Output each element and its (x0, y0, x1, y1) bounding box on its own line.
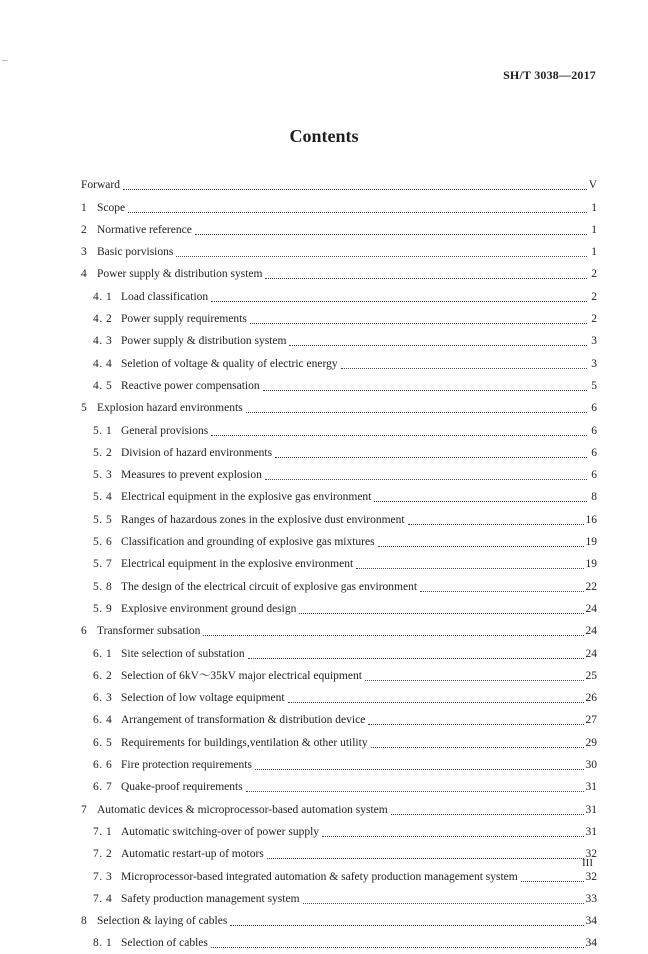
toc-entry[interactable] (81, 598, 597, 620)
toc-dot-leader (211, 300, 587, 302)
toc-dot-leader (195, 233, 587, 235)
toc-entry-page: 1 (591, 223, 597, 236)
toc-entry-number: 8. 1 (93, 937, 113, 950)
toc-entry-label: Ranges of hazardous zones in the explosive dust environment (121, 513, 405, 526)
toc-entry[interactable] (81, 464, 597, 486)
toc-entry-page: 2 (591, 290, 597, 303)
toc-dot-leader (408, 523, 584, 525)
toc-entry[interactable] (81, 285, 597, 307)
toc-entry-page: 31 (585, 825, 597, 838)
toc-entry-number: 5. 7 (93, 558, 113, 571)
toc-entry-page: V (588, 179, 597, 192)
toc-entry[interactable] (81, 687, 597, 709)
toc-dot-leader (299, 612, 583, 614)
toc-entry-page: 31 (585, 781, 597, 794)
toc-entry-number: 4. 4 (93, 357, 113, 370)
toc-entry-label: Electrical equipment in the explosive environment (121, 558, 354, 571)
toc-entry-number: 4 (81, 268, 87, 281)
standard-id: SH/T 3038—2017 (503, 68, 596, 82)
toc-entry-label: Division of hazard environments (121, 446, 273, 459)
toc-entry[interactable] (81, 620, 597, 642)
toc-entry-label: Basic porvisions (97, 246, 174, 259)
toc-entry-page: 32 (585, 848, 597, 861)
toc-entry-number: 5. 5 (93, 513, 113, 526)
toc-entry-number: 5. 2 (93, 446, 113, 459)
toc-entry[interactable] (81, 709, 597, 731)
toc-entry-label: Scope (97, 201, 126, 214)
toc-entry[interactable] (81, 575, 597, 597)
toc-entry-number: 6. 1 (93, 647, 113, 660)
toc-entry-number: 5. 9 (93, 602, 113, 615)
toc-entry-number: 5. 4 (93, 491, 113, 504)
toc-entry-page: 31 (585, 803, 597, 816)
toc-entry-page: 6 (591, 402, 597, 415)
toc-dot-leader (365, 679, 584, 681)
toc-entry-label: Selection & laying of cables (97, 915, 228, 928)
toc-dot-leader (230, 924, 583, 926)
toc-entry-label: Site selection of substation (121, 647, 245, 660)
toc-entry[interactable] (81, 241, 597, 263)
toc-entry-number: 7. 2 (93, 848, 113, 861)
toc-entry[interactable] (81, 776, 597, 798)
toc-entry[interactable] (81, 219, 597, 241)
toc-entry[interactable] (81, 798, 597, 820)
toc-entry-page: 6 (591, 469, 597, 482)
toc-entry-page: 16 (585, 513, 597, 526)
toc-entry-number: 6. 7 (93, 781, 113, 794)
toc-dot-leader (288, 701, 584, 703)
toc-entry-page: 30 (585, 759, 597, 772)
toc-entry-number: 1 (81, 201, 87, 214)
toc-entry-page: 24 (585, 602, 597, 615)
toc-dot-leader (246, 790, 584, 792)
toc-entry[interactable] (81, 754, 597, 776)
toc-entry-label: Power supply & distribution system (121, 335, 287, 348)
toc-dot-leader (356, 567, 583, 569)
toc-entry-label: Automatic devices & microprocessor-based automation system (97, 803, 388, 816)
toc-entry-label: Normative reference (97, 223, 192, 236)
toc-entry-number: 7 (81, 803, 87, 816)
toc-entry-label: Requirements for buildings,ventilation & other utility (121, 736, 368, 749)
toc-dot-leader (248, 657, 584, 659)
toc-entry[interactable] (81, 821, 597, 843)
toc-entry[interactable] (81, 352, 597, 374)
toc-entry-label: Forward (81, 179, 120, 192)
toc-entry-number: 5. 3 (93, 469, 113, 482)
toc-entry-label: Automatic restart-up of motors (121, 848, 264, 861)
toc-dot-leader (211, 434, 587, 436)
toc-dot-leader (265, 478, 587, 480)
toc-entry-label: Transformer subsation (97, 625, 201, 638)
toc-dot-leader (374, 500, 587, 502)
toc-entry-page: 19 (585, 536, 597, 549)
toc-dot-leader (289, 344, 587, 346)
toc-dot-leader (250, 322, 587, 324)
toc-dot-leader (371, 746, 584, 748)
toc-dot-leader (368, 723, 583, 725)
toc-entry-number: 6. 4 (93, 714, 113, 727)
toc-entry[interactable] (81, 308, 597, 330)
toc-entry-page: 22 (585, 580, 597, 593)
toc-entry-number: 5. 1 (93, 424, 113, 437)
toc-entry-page: 32 (585, 870, 597, 883)
toc-entry-label: Load classification (121, 290, 209, 303)
toc-entry-number: 5. 6 (93, 536, 113, 549)
toc-entry-label: Selection of cables (121, 937, 208, 950)
toc-entry-page: 3 (591, 357, 597, 370)
toc-entry-number: 7. 4 (93, 892, 113, 905)
toc-entry-number: 8 (81, 915, 87, 928)
toc-entry-label: Electrical equipment in the explosive gas environment (121, 491, 372, 504)
toc-dot-leader (265, 277, 587, 279)
toc-entry-label: Explosion hazard environments (97, 402, 243, 415)
toc-entry-number: 7. 1 (93, 825, 113, 838)
toc-dot-leader (267, 857, 584, 859)
toc-entry[interactable] (81, 442, 597, 464)
toc-dot-leader (341, 367, 587, 369)
toc-entry-number: 4. 1 (93, 290, 113, 303)
toc-entry-label: Microprocessor-based integrated automation & safety production management system (121, 870, 518, 883)
toc-entry-page: 24 (585, 647, 597, 660)
toc-entry-number: 3 (81, 246, 87, 259)
toc-entry-label: Fire protection requirements (121, 759, 252, 772)
toc-entry-page: 29 (585, 736, 597, 749)
toc-dot-leader (303, 902, 584, 904)
toc-dot-leader (420, 590, 583, 592)
toc-entry-page: 2 (591, 313, 597, 326)
toc-entry[interactable] (81, 553, 597, 575)
toc-entry-label: Arrangement of transformation & distribution device (121, 714, 366, 727)
toc-entry-number: 6. 6 (93, 759, 113, 772)
toc-entry-label: Safety production management system (121, 892, 300, 905)
toc-entry-number: 4. 5 (93, 379, 113, 392)
toc-entry[interactable] (81, 330, 597, 352)
toc-entry-label: Quake-proof requirements (121, 781, 243, 794)
scan-edge-mark (2, 60, 8, 61)
toc-dot-leader (263, 389, 587, 391)
toc-entry[interactable] (81, 932, 597, 954)
toc-entry-number: 4. 3 (93, 335, 113, 348)
toc-entry-page: 3 (591, 335, 597, 348)
toc-dot-leader (211, 946, 584, 948)
toc-entry-number: 6. 5 (93, 736, 113, 749)
toc-dot-leader (203, 634, 583, 636)
toc-entry-number: 5. 8 (93, 580, 113, 593)
toc-dot-leader (123, 188, 587, 190)
toc-entry-page: 24 (585, 625, 597, 638)
toc-entry-label: General provisions (121, 424, 209, 437)
toc-dot-leader (322, 835, 583, 837)
toc-entry-label: Selection of 6kV～35kV major electrical equipment (121, 669, 362, 682)
toc-entry[interactable] (81, 174, 597, 196)
table-of-contents (81, 174, 597, 954)
toc-entry-page: 33 (585, 892, 597, 905)
toc-entry-page: 6 (591, 424, 597, 437)
toc-entry-number: 5 (81, 402, 87, 415)
toc-entry-label: Reactive power compensation (121, 379, 260, 392)
toc-entry[interactable] (81, 375, 597, 397)
toc-entry[interactable] (81, 888, 597, 910)
toc-dot-leader (255, 768, 584, 770)
toc-dot-leader (275, 456, 587, 458)
toc-dot-leader (378, 545, 584, 547)
toc-entry[interactable] (81, 486, 597, 508)
toc-entry-label: Power supply requirements (121, 313, 247, 326)
page-title: Contents (289, 126, 359, 146)
toc-entry-page: 1 (591, 246, 597, 259)
toc-entry-label: Power supply & distribution system (97, 268, 263, 281)
toc-entry[interactable] (81, 642, 597, 664)
toc-entry-number: 6. 2 (93, 669, 113, 682)
toc-entry[interactable] (81, 531, 597, 553)
toc-entry-label: Classification and grounding of explosive gas mixtures (121, 536, 375, 549)
page-folio: III (582, 857, 593, 869)
toc-entry-label: The design of the electrical circuit of explosive gas environment (121, 580, 418, 593)
toc-entry[interactable] (81, 731, 597, 753)
toc-entry-label: Selection of low voltage equipment (121, 692, 285, 705)
toc-entry-label: Measures to prevent explosion (121, 469, 262, 482)
toc-entry[interactable] (81, 508, 597, 530)
toc-entry-page: 5 (591, 379, 597, 392)
toc-entry-page: 1 (591, 201, 597, 214)
toc-entry-page: 34 (585, 915, 597, 928)
toc-entry-number: 6 (81, 625, 87, 638)
toc-entry[interactable] (81, 196, 597, 218)
toc-dot-leader (391, 813, 584, 815)
toc-entry-number: 7. 3 (93, 870, 113, 883)
toc-entry-label: Automatic switching-over of power supply (121, 825, 320, 838)
toc-entry-label: Seletion of voltage & quality of electric energy (121, 357, 338, 370)
toc-entry[interactable] (81, 397, 597, 419)
toc-dot-leader (176, 255, 587, 257)
toc-entry[interactable] (81, 843, 597, 865)
toc-entry-number: 4. 2 (93, 313, 113, 326)
toc-entry-number: 2 (81, 223, 87, 236)
toc-entry-page: 8 (591, 491, 597, 504)
toc-entry[interactable] (81, 263, 597, 285)
toc-dot-leader (521, 880, 584, 882)
toc-entry[interactable] (81, 419, 597, 441)
toc-entry-page: 25 (585, 669, 597, 682)
toc-entry-page: 6 (591, 446, 597, 459)
toc-entry[interactable] (81, 865, 597, 887)
toc-entry[interactable] (81, 665, 597, 687)
toc-entry-page: 26 (585, 692, 597, 705)
toc-entry-page: 19 (585, 558, 597, 571)
toc-dot-leader (128, 211, 587, 213)
toc-entry-label: Explosive environment ground design (121, 602, 297, 615)
toc-entry-page: 2 (591, 268, 597, 281)
toc-entry-page: 34 (585, 937, 597, 950)
toc-dot-leader (246, 411, 587, 413)
toc-entry-number: 6. 3 (93, 692, 113, 705)
toc-entry-page: 27 (585, 714, 597, 727)
